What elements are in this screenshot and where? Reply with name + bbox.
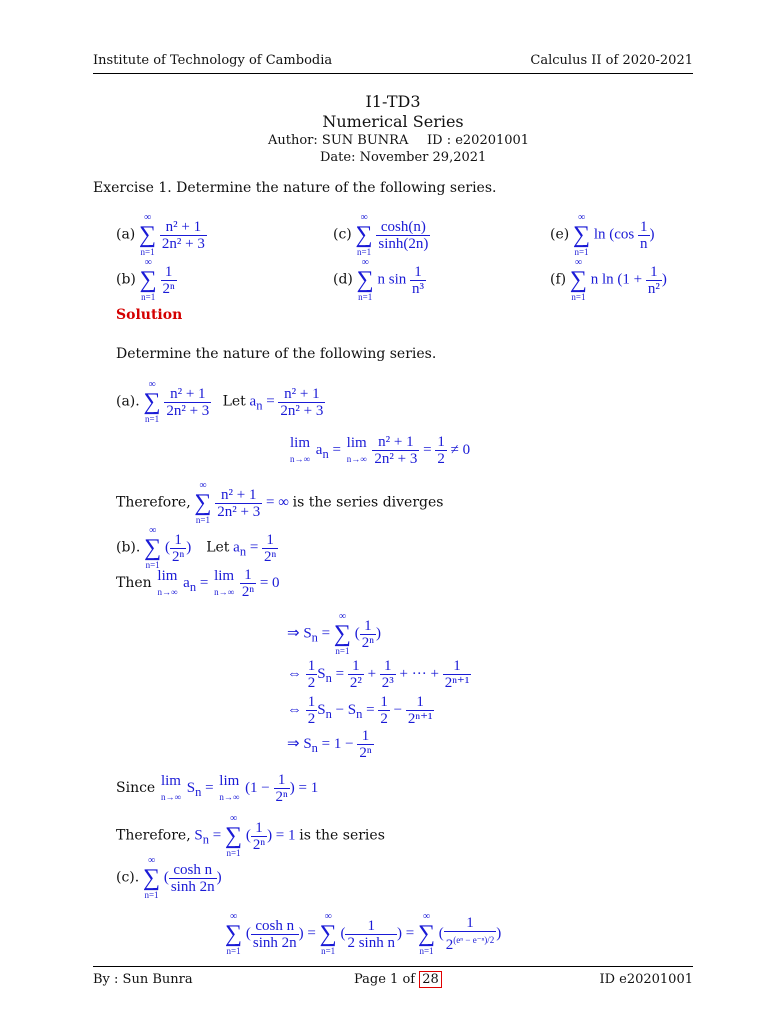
doc-code: I1-TD3 [365, 92, 421, 111]
doc-title: Numerical Series [322, 112, 464, 131]
solution-b-step1: ⇒ $S_n$ = ∞ ∑ n=1 ( $\frac{1}{\text{2ⁿ}}$ ) [287, 611, 381, 656]
page-prefix: Page 1 of [354, 972, 416, 987]
item-tag: (b) [116, 271, 136, 288]
sum-symbol: ∞ ∑ n=1 [356, 257, 374, 302]
solution-b-step3: ⇔ $\frac{1}{2}$ $S_n - S_n$ = $\frac{1}{2}$ − $\frac{1}{\text{2ⁿ⁺¹}}$ [287, 694, 433, 727]
total-pages-link[interactable]: 28 [419, 971, 442, 988]
exercise-label: Exercise 1. [93, 180, 172, 196]
solution-intro: Determine the nature of the following series. [116, 346, 437, 362]
header-rule [93, 73, 693, 74]
header-institute: Institute of Technology of Cambodia [93, 53, 333, 68]
solution-b-step4: ⇒ $S_n = 1$ − $\frac{1}{\text{2ⁿ}}$ [287, 728, 372, 761]
footer-rule [93, 966, 693, 967]
footer-page [354, 972, 442, 987]
solution-a-limit: lim n→∞ $a_n$ = lim n→∞ $\frac{\text{n² + 1}}{\text{2n² + 3}}$ = $\frac{1}{2}$ ≠ 0 [290, 434, 471, 467]
exercise-text: Determine the nature of the following series. [176, 180, 497, 196]
solution-heading: Solution [116, 307, 183, 323]
sum-symbol: ∞ ∑ n=1 [569, 257, 587, 302]
exercise-heading [93, 180, 496, 196]
fraction: $\frac{1}{\text{2ⁿ}}$ [162, 263, 175, 297]
fraction: $\frac{1}{\text{n³}}$ [412, 263, 425, 297]
solution-b-since: Since lim n→∞ $S_n$ = lim n→∞ (1 − $\frac{1}{\text{2ⁿ}}$ ) = 1 [116, 772, 319, 805]
fraction: $\frac{1}{\text{n²}}$ [647, 263, 660, 297]
item-tag: (a) [116, 226, 136, 243]
header-course: Calculus II of 2020-2021 [530, 53, 693, 68]
exercise-item-e: (e) ∞ ∑ n=1 ln (cos $\frac{1}{n}$ ) [550, 212, 655, 257]
solution-b-conclusion: Therefore, $S_n$ = ∞ ∑ n=1 ( $\frac{1}{\text{2ⁿ}}$ ) = 1 is the series [116, 813, 385, 858]
solution-b-step2: ⇔ $\frac{1}{2}$ $S_n$ = $\frac{1}{\text{2²}}$ + $\frac{1}{\text{2³}}$ + ··· + $\frac{1}{\text{2ⁿ⁺¹}}$ [287, 658, 470, 691]
footer-author: By : Sun Bunra [93, 972, 193, 987]
fraction: $\frac{\cosh(n)}{\sinh(2n)}$ [378, 218, 429, 252]
sum-symbol: ∞ ∑ n=1 [572, 212, 591, 257]
solution-a-line: (a). ∞ ∑ n=1 $\frac{\text{n² + 1}}{\text{2n² + 3}}$ Let $a_n$ = $\frac{\text{n² + 1}}{\text{2n² + 3}}$ [116, 379, 324, 424]
exercise-item-c [333, 213, 430, 257]
exercise-item-d: (d) ∞ ∑ n=1 n sin $\frac{1}{\text{n³}}$ [333, 257, 425, 302]
sum-symbol: ∞ ∑ n=1 [139, 212, 157, 257]
item-tag: (f) [550, 271, 567, 288]
item-tag: (d) [333, 271, 353, 288]
date-line: Date: November 29,2021 [320, 150, 487, 165]
exercise-item-f: (f) ∞ ∑ n=1 n ln (1 + $\frac{1}{\text{n²}}$ ) [550, 257, 667, 302]
sum-symbol: ∞ ∑ n=1 [355, 212, 373, 257]
item-tag: (c) [333, 226, 352, 243]
fraction: $\frac{1}{n}$ [640, 218, 648, 252]
fraction: $\frac{\text{n² + 1}}{\text{2n² + 3}}$ [161, 218, 205, 252]
solution-a-conclusion: Therefore, ∞ ∑ n=1 $\frac{\text{n² + 1}}{\text{2n² + 3}}$ = ∞ is the series diverges [116, 480, 444, 525]
author-line: Author: SUN BUNRA [268, 133, 409, 148]
sum-symbol: ∞ ∑ n=1 [139, 257, 157, 302]
solution-c-step1: ∞ ∑ n=1 ( $\frac{\text{cosh n}}{\sinh 2n}$ ) = ∞ ∑ n=1 ( $\frac{1}{\text{2 sinh n}}$ ) = ∞ ∑ n=1 ( $\frac{1}{2^{(e^n - e^{-n})/2}}$ ) [225, 911, 502, 956]
solution-b-line: (b). ∞ ∑ n=1 ( $\frac{1}{\text{2ⁿ}}$ ) Let $a_n$ = $\frac{1}{\text{2ⁿ}}$ [116, 525, 277, 570]
item-tag: (e) [550, 226, 570, 243]
solution-c-line: (c). ∞ ∑ n=1 ( $\frac{\text{cosh n}}{\sinh 2n}$ ) [116, 855, 222, 900]
exercise-item-b [116, 258, 177, 302]
id-line: ID : e20201001 [427, 133, 530, 148]
exercise-item-a [116, 213, 207, 257]
footer-id: ID e20201001 [599, 972, 693, 987]
solution-b-limit: Then lim n→∞ $a_n$ = lim n→∞ $\frac{1}{\text{2ⁿ}}$ = 0 [116, 567, 280, 600]
